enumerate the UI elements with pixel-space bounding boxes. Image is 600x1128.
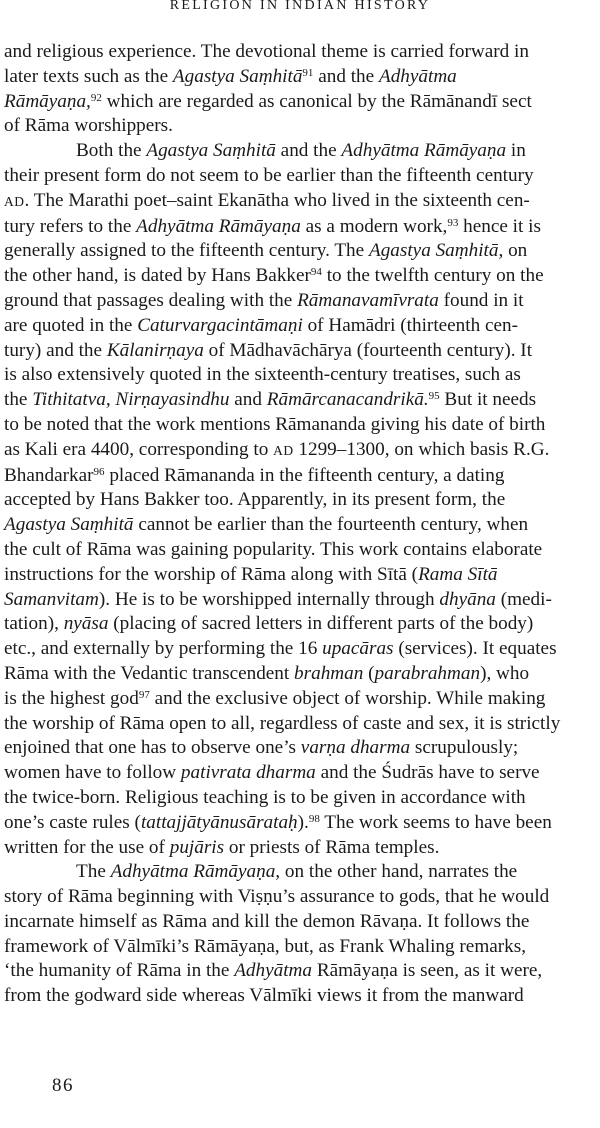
text-line <box>4 339 596 364</box>
footnote-ref: 94 <box>310 266 322 279</box>
text-run: placed Rāmananda in the fifteenth century, a dating <box>104 464 505 486</box>
text-run: story of Rāma beginning with Viṣṇu’s assurance to gods, that he would <box>4 886 550 908</box>
text-line <box>4 464 596 489</box>
text-line <box>4 413 596 438</box>
italic-term: tattajjātyānusārataḥ <box>140 811 298 833</box>
text-run: as Kali era 4400, corresponding to <box>4 438 274 460</box>
text-line <box>4 388 596 413</box>
text-run: ground that passages dealing with the <box>4 289 298 311</box>
footnote-ref: 98 <box>308 812 320 825</box>
text-line <box>4 563 596 588</box>
text-run: accepted by Hans Bakker too. Apparently, in its present form, the <box>4 489 506 511</box>
text-run: Rāmāyaṇa is seen, as it were, <box>312 960 543 982</box>
text-run: is the highest god <box>4 687 139 709</box>
text-line <box>4 588 596 613</box>
text-run: and the Śudrās have to serve <box>315 762 540 784</box>
text-line <box>4 687 596 712</box>
text-line <box>4 811 596 836</box>
text-line <box>4 289 596 314</box>
text-run: tation), <box>4 613 64 635</box>
italic-term: pativrata dharma <box>180 762 316 784</box>
italic-term: Tithitatva, Nirṇayasindhu <box>32 389 230 411</box>
text-run: the other hand, is dated by Hans Bakker <box>4 265 311 287</box>
text-line <box>4 662 596 687</box>
text-run: The <box>76 861 111 883</box>
running-head: RELIGION IN INDIAN HISTORY <box>169 0 431 13</box>
text-run: incarnate himself as Rāma and kill the demon Rāvaṇa. It follows the <box>4 910 530 932</box>
italic-term: varṇa dharma <box>300 737 411 759</box>
text-line <box>4 438 596 464</box>
text-run: later texts such as the <box>4 65 173 87</box>
text-line <box>4 612 596 637</box>
text-line <box>4 836 596 861</box>
text-line <box>4 239 596 264</box>
footnote-ref: 96 <box>93 465 105 478</box>
text-run: ). <box>297 811 309 833</box>
footnote-ref: 95 <box>428 390 440 403</box>
text-run: the cult of Rāma was gaining popularity. This work contains elaborate <box>4 538 543 560</box>
text-run: and the <box>275 140 342 162</box>
italic-term: Adhyātma <box>234 960 313 982</box>
era-abbrev: AD <box>273 442 294 458</box>
text-run: written for the use of <box>4 836 170 858</box>
text-line <box>4 538 596 563</box>
text-run: as a modern work, <box>300 215 448 237</box>
text-run: (medi- <box>495 588 552 610</box>
text-run: cannot be earlier than the fourteenth century, when <box>133 514 529 536</box>
text-run: Bhandarkar <box>4 464 94 486</box>
footnote-ref: 93 <box>447 216 459 229</box>
text-run: the twice-born. Religious teaching is to be given in accordance with <box>4 786 526 808</box>
text-line <box>4 189 596 215</box>
page-number: 86 <box>52 1075 74 1096</box>
text-run: on <box>503 240 528 262</box>
text-run: tury refers to the <box>4 215 137 237</box>
text-line <box>4 959 596 984</box>
italic-term: Adhyātma Rāmāyaṇa <box>136 215 301 237</box>
text-run: and the <box>313 65 379 87</box>
text-line <box>4 910 596 935</box>
text-run: the worship of Rāma open to all, regardless of caste and sex, it is strictly <box>4 712 561 734</box>
italic-term: Rāmanavamīvrata <box>297 289 439 311</box>
text-run: ), who <box>480 662 530 684</box>
italic-term: Agastya Saṃhitā <box>172 65 303 87</box>
text-run: which are regarded as canonical by the Rāmānandī sect <box>101 90 532 112</box>
footnote-ref: 92 <box>90 91 102 104</box>
footnote-ref: 97 <box>138 688 150 701</box>
text-run: tury) and the <box>4 339 107 361</box>
italic-term: Kālanirṇaya <box>106 339 204 361</box>
text-run: instructions for the worship of Rāma along with Sītā ( <box>4 563 419 585</box>
text-line <box>4 90 596 115</box>
italic-term: Agastya Saṃhitā <box>4 514 134 536</box>
italic-term: parabrahman <box>374 662 481 684</box>
text-line <box>4 114 596 139</box>
text-run: or priests of Rāma temples. <box>224 836 440 858</box>
text-run: are quoted in the <box>4 314 138 336</box>
text-run: ‘the humanity of Rāma in the <box>4 960 235 982</box>
italic-term: Rāmārcanacandrikā. <box>266 389 429 411</box>
text-line <box>4 488 596 513</box>
italic-term: nyāsa <box>63 613 109 635</box>
italic-term: Agastya Saṃhitā <box>146 140 276 162</box>
text-run: their present form do not seem to be earlier than the fifteenth century <box>4 164 534 186</box>
text-line <box>4 363 596 388</box>
text-run: from the godward side whereas Vālmīki views it from the manward <box>4 985 524 1007</box>
text-line <box>4 712 596 737</box>
italic-term: Rama Sītā <box>418 563 498 585</box>
text-run: Both the <box>76 140 147 162</box>
text-line <box>4 935 596 960</box>
footnote-ref: 91 <box>302 66 314 79</box>
italic-term: Adhyātma <box>378 65 457 87</box>
text-line <box>4 139 596 164</box>
text-run: women have to follow <box>4 762 181 784</box>
era-abbrev: AD <box>4 193 25 209</box>
text-run: the <box>4 389 33 411</box>
text-run: of Mādhavāchārya (fourteenth century). It <box>203 339 533 361</box>
text-line <box>4 215 596 240</box>
text-line <box>4 40 596 65</box>
italic-term: Caturvargacintāmaṇi <box>137 314 303 336</box>
text-run: generally assigned to the fifteenth century. The <box>4 240 369 262</box>
text-line <box>4 264 596 289</box>
text-run: is also extensively quoted in the sixteenth-century treatises, such as <box>4 364 521 386</box>
text-run: (services). It equates <box>393 638 557 660</box>
text-run: of Rāma worshippers. <box>4 115 173 137</box>
text-line <box>4 984 596 1009</box>
text-run: found in it <box>438 289 524 311</box>
text-run: The work seems to have been <box>319 811 552 833</box>
italic-term: Agastya Saṃhitā, <box>368 240 504 262</box>
text-line <box>4 736 596 761</box>
text-line <box>4 860 596 885</box>
text-line <box>4 164 596 189</box>
text-run: in <box>506 140 526 162</box>
text-run: and the exclusive object of worship. While making <box>149 687 546 709</box>
text-run: scrupulously; <box>410 737 519 759</box>
text-run: of Hamādri (thirteenth cen- <box>302 314 519 336</box>
text-run: etc., and externally by performing the 16 <box>4 638 323 660</box>
text-run: hence it is <box>458 215 541 237</box>
text-run: to be noted that the work mentions Rāmananda giving his date of birth <box>4 413 546 435</box>
text-run: Rāma with the Vedantic transcendent <box>4 662 295 684</box>
italic-term: upacāras <box>322 638 394 660</box>
text-run: ). He is to be worshipped internally through <box>98 588 440 610</box>
text-run: and <box>229 389 267 411</box>
text-run: one’s caste rules ( <box>4 811 141 833</box>
text-run: and religious experience. The devotional theme is carried forward in <box>4 41 529 62</box>
text-run: (placing of sacred letters in different parts of the body) <box>108 613 534 635</box>
italic-term: pujāris <box>169 836 225 858</box>
text-line <box>4 786 596 811</box>
text-line <box>4 513 596 538</box>
text-line <box>4 885 596 910</box>
text-run: 1299–1300, on which basis R.G. <box>293 438 550 460</box>
text-run: on the other hand, narrates the <box>280 861 518 883</box>
italic-term: Adhyātma Rāmāyaṇa <box>341 140 507 162</box>
italic-term: Rāmāyaṇa, <box>4 90 91 112</box>
text-line <box>4 314 596 339</box>
italic-term: dhyāna <box>439 588 496 610</box>
text-run: enjoined that one has to observe one’s <box>4 737 301 759</box>
text-run: ( <box>363 662 375 684</box>
body-text <box>4 40 596 1009</box>
text-line <box>4 637 596 662</box>
text-run: But it needs <box>439 389 537 411</box>
text-run: framework of Vālmīki’s Rāmāyaṇa, but, as Frank Whaling remarks, <box>4 935 527 957</box>
italic-term: Adhyātma Rāmāyaṇa, <box>110 861 281 883</box>
italic-term: brahman <box>294 662 364 684</box>
text-run: to the twelfth century on the <box>321 265 544 287</box>
text-line <box>4 761 596 786</box>
text-line <box>4 65 596 90</box>
italic-term: Samanvitam <box>4 588 99 610</box>
text-run: . The Marathi poet–saint Ekanātha who lived in the sixteenth cen- <box>24 189 530 211</box>
